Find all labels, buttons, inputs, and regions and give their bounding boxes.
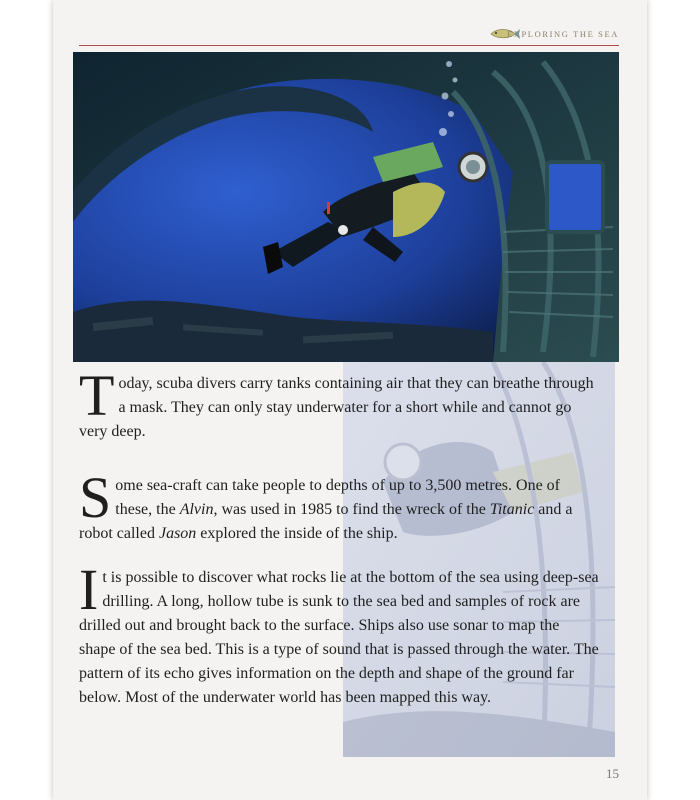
scuba-diver-shipwreck-photo: [73, 52, 619, 362]
header-title: EXPLORING THE SEA: [506, 29, 619, 39]
titanic-name: Titanic: [489, 501, 535, 518]
paragraph-text: oday, scuba divers carry tanks containing air that they can breathe through a mask. They can only stay underwater for a short while and cannot go very deep.: [79, 375, 594, 440]
header-rule: [79, 45, 619, 46]
dropcap: S: [79, 465, 112, 530]
jason-name: Jason: [158, 525, 197, 542]
paragraph-text: and a robot called: [79, 501, 573, 542]
paragraph-text: ome sea-craft can take people to depths of up to 3,500 metres. One of these, the: [115, 477, 560, 518]
paragraph-1: [79, 363, 599, 444]
paragraph-text: , was used in 1985 to find the wreck of the: [213, 501, 490, 518]
paragraph-3: [79, 557, 599, 710]
running-header: [79, 26, 619, 46]
dropcap: T: [79, 363, 115, 428]
book-page: [53, 0, 647, 800]
alvin-name: Alvin: [179, 501, 214, 518]
paragraph-text: explored the inside of the ship.: [196, 525, 398, 542]
page-number: 15: [606, 766, 619, 781]
paragraph-text: t is possible to discover what rocks lie at the bottom of the sea using deep-sea drilling. A long, hollow tube is sunk to the sea bed and samples of rock are drilled out and brought back to the surface. Ships also use sonar to map the shape of the sea bed. This is a type of sound that is passed through the water. The pattern of its echo gives information on the depth and shape of the ground far below. Most of the underwater world has been mapped this way.: [79, 569, 599, 706]
dropcap: I: [79, 557, 99, 622]
paragraph-2: [79, 465, 599, 546]
